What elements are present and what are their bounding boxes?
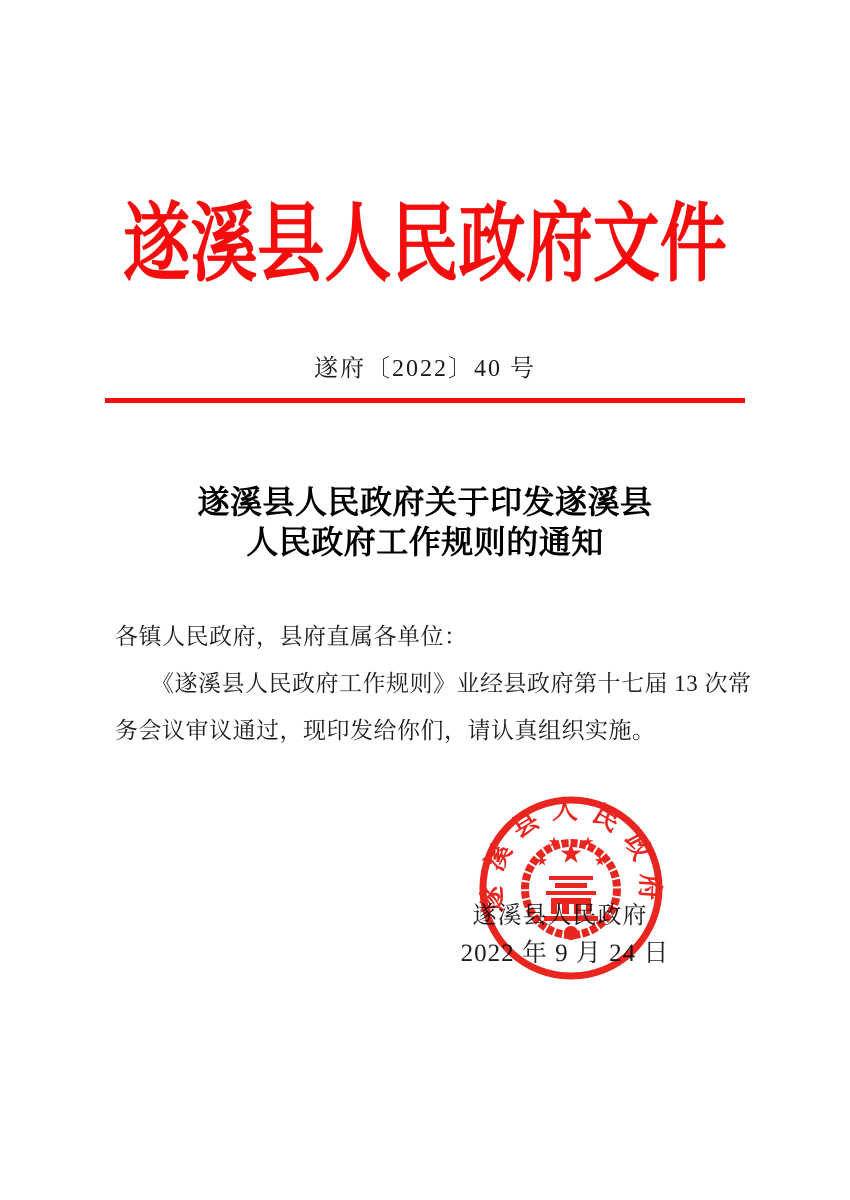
document-body bbox=[115, 613, 752, 754]
document-header-title: 遂溪县人民政府文件 bbox=[123, 196, 727, 292]
document-title bbox=[0, 482, 850, 562]
red-divider-rule bbox=[105, 398, 745, 403]
issuing-authority-signature: 遂溪县人民政府 bbox=[472, 903, 648, 929]
body-paragraph-line-1: 《遂溪县人民政府工作规则》业经县政府第十七届 13 次常 bbox=[151, 671, 752, 696]
document-title-line-2: 人民政府工作规则的通知 bbox=[246, 524, 604, 560]
document-title-line-1: 遂溪县人民政府关于印发遂溪县 bbox=[197, 484, 653, 520]
seal-ring-text: 遂溪县人民政府 bbox=[477, 795, 665, 914]
body-paragraph-line-2: 务会议审议通过，现印发给你们，请认真组织实施。 bbox=[115, 718, 656, 743]
body-salutation-line: 各镇人民政府，县府直属各单位： bbox=[115, 624, 468, 649]
document-date: 2022 年 9 月 24 日 bbox=[460, 940, 670, 967]
document-number: 遂府〔2022〕40 号 bbox=[314, 356, 536, 382]
